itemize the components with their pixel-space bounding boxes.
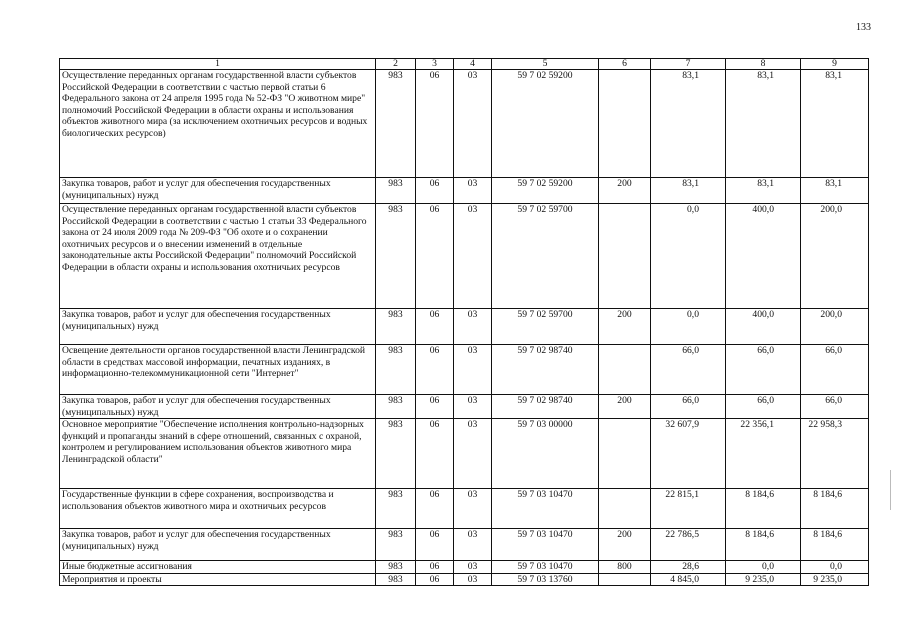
cell-amount: 0,0 — [651, 204, 726, 309]
cell-target-article: 59 7 02 59700 — [492, 204, 599, 309]
row-name: Закупка товаров, работ и услуг для обеспечения государственных (муниципальных) нужд — [60, 395, 376, 419]
row-name: Иные бюджетные ассигнования — [60, 561, 376, 574]
column-header: 1 — [60, 59, 376, 70]
cell-expense-type: 200 — [599, 178, 651, 204]
cell-expense-type: 200 — [599, 529, 651, 561]
cell-section: 06 — [416, 309, 454, 345]
column-number-row — [60, 59, 869, 70]
cell-amount: 83,1 — [651, 178, 726, 204]
cell-amount: 22 356,1 — [726, 419, 801, 489]
cell-amount: 66,0 — [726, 395, 801, 419]
column-header: 9 — [801, 59, 869, 70]
table-row — [60, 178, 869, 204]
row-name: Осуществление переданных органам государственной власти субъектов Российской Федерации в соответствии с частью 1 статьи 33 Федерального закона от 24 июля 2009 года № 209-ФЗ "Об охоте и о сохранении охотничьих ресурсов и о внесении изменений в отдельные законодательные акты Российской Федерации" полномочий Российской Федерации в области охраны и использования охотничьих ресурсов — [60, 204, 376, 309]
cell-code: 983 — [376, 204, 416, 309]
cell-subsection: 03 — [454, 419, 492, 489]
cell-section: 06 — [416, 345, 454, 395]
cell-subsection: 03 — [454, 204, 492, 309]
page-number: 133 — [856, 22, 871, 33]
table-row — [60, 309, 869, 345]
cell-amount: 66,0 — [801, 395, 869, 419]
cell-subsection: 03 — [454, 489, 492, 529]
cell-amount: 400,0 — [726, 309, 801, 345]
row-name: Осуществление переданных органам государственной власти субъектов Российской Федерации в соответствии с частью первой статьи 6 Федерального закона от 24 апреля 1995 года № 52-ФЗ "О животном мире" полномочий Российской Федерации в области охраны и использования объектов животного мира (за исключением охотничьих ресурсов и водных биологических ресурсов) — [60, 70, 376, 178]
table-row — [60, 345, 869, 395]
cell-target-article: 59 7 03 10470 — [492, 529, 599, 561]
cell-target-article: 59 7 02 98740 — [492, 345, 599, 395]
cell-amount: 22 958,3 — [801, 419, 869, 489]
cell-expense-type — [599, 345, 651, 395]
table-row — [60, 419, 869, 489]
budget-table — [59, 58, 869, 586]
row-name: Закупка товаров, работ и услуг для обеспечения государственных (муниципальных) нужд — [60, 178, 376, 204]
cell-expense-type — [599, 489, 651, 529]
cell-subsection: 03 — [454, 573, 492, 586]
cell-amount: 0,0 — [651, 309, 726, 345]
cell-target-article: 59 7 02 59200 — [492, 70, 599, 178]
table-row — [60, 70, 869, 178]
cell-section: 06 — [416, 529, 454, 561]
cell-amount: 66,0 — [726, 345, 801, 395]
row-name: Государственные функции в сфере сохранения, воспроизводства и использования объектов животного мира и охотничьих ресурсов — [60, 489, 376, 529]
cell-subsection: 03 — [454, 178, 492, 204]
cell-amount: 200,0 — [801, 204, 869, 309]
cell-amount: 28,6 — [651, 561, 726, 574]
cell-amount: 8 184,6 — [726, 489, 801, 529]
cell-amount: 32 607,9 — [651, 419, 726, 489]
cell-code: 983 — [376, 345, 416, 395]
cell-amount: 66,0 — [801, 345, 869, 395]
cell-amount: 8 184,6 — [801, 489, 869, 529]
cell-amount: 66,0 — [651, 395, 726, 419]
cell-amount: 83,1 — [726, 70, 801, 178]
cell-amount: 8 184,6 — [726, 529, 801, 561]
cell-target-article: 59 7 03 00000 — [492, 419, 599, 489]
cell-amount: 200,0 — [801, 309, 869, 345]
cell-code: 983 — [376, 529, 416, 561]
cell-amount: 0,0 — [801, 561, 869, 574]
cell-section: 06 — [416, 178, 454, 204]
cell-section: 06 — [416, 489, 454, 529]
column-header: 2 — [376, 59, 416, 70]
row-name: Закупка товаров, работ и услуг для обеспечения государственных (муниципальных) нужд — [60, 529, 376, 561]
cell-code: 983 — [376, 419, 416, 489]
cell-expense-type: 800 — [599, 561, 651, 574]
cell-section: 06 — [416, 395, 454, 419]
cell-expense-type: 200 — [599, 309, 651, 345]
cell-subsection: 03 — [454, 345, 492, 395]
column-header: 6 — [599, 59, 651, 70]
cell-code: 983 — [376, 561, 416, 574]
row-name: Освещение деятельности органов государственной власти Ленинградской области в средствах массовой информации, печатных изданиях, в информационно-телекоммуникационной сети "Интернет" — [60, 345, 376, 395]
table-row — [60, 395, 869, 419]
cell-code: 983 — [376, 178, 416, 204]
cell-amount: 83,1 — [801, 178, 869, 204]
cell-subsection: 03 — [454, 529, 492, 561]
cell-expense-type: 200 — [599, 395, 651, 419]
cell-amount: 83,1 — [726, 178, 801, 204]
cell-target-article: 59 7 02 59200 — [492, 178, 599, 204]
cell-target-article: 59 7 03 10470 — [492, 489, 599, 529]
column-header: 3 — [416, 59, 454, 70]
cell-amount: 400,0 — [726, 204, 801, 309]
scan-artifact — [890, 470, 891, 510]
table-row — [60, 204, 869, 309]
cell-expense-type — [599, 419, 651, 489]
cell-amount: 8 184,6 — [801, 529, 869, 561]
cell-section: 06 — [416, 573, 454, 586]
cell-target-article: 59 7 02 59700 — [492, 309, 599, 345]
cell-section: 06 — [416, 70, 454, 178]
cell-section: 06 — [416, 419, 454, 489]
cell-amount: 9 235,0 — [726, 573, 801, 586]
cell-expense-type — [599, 70, 651, 178]
cell-code: 983 — [376, 309, 416, 345]
cell-code: 983 — [376, 489, 416, 529]
cell-amount: 83,1 — [801, 70, 869, 178]
column-header: 7 — [651, 59, 726, 70]
cell-amount: 83,1 — [651, 70, 726, 178]
cell-expense-type — [599, 573, 651, 586]
cell-amount: 22 786,5 — [651, 529, 726, 561]
cell-amount: 0,0 — [726, 561, 801, 574]
table-row — [60, 489, 869, 529]
cell-subsection: 03 — [454, 395, 492, 419]
cell-subsection: 03 — [454, 70, 492, 178]
column-header: 8 — [726, 59, 801, 70]
cell-amount: 9 235,0 — [801, 573, 869, 586]
cell-amount: 4 845,0 — [651, 573, 726, 586]
row-name: Мероприятия и проекты — [60, 573, 376, 586]
column-header: 4 — [454, 59, 492, 70]
row-name: Закупка товаров, работ и услуг для обеспечения государственных (муниципальных) нужд — [60, 309, 376, 345]
cell-subsection: 03 — [454, 309, 492, 345]
row-name: Основное мероприятие "Обеспечение исполнения контрольно-надзорных функций и пропаганды знаний в сфере отношений, связанных с охраной, контролем и регулированием использования объектов животного мира Ленинградской области" — [60, 419, 376, 489]
cell-section: 06 — [416, 561, 454, 574]
cell-amount: 66,0 — [651, 345, 726, 395]
cell-target-article: 59 7 02 98740 — [492, 395, 599, 419]
cell-target-article: 59 7 03 10470 — [492, 561, 599, 574]
cell-target-article: 59 7 03 13760 — [492, 573, 599, 586]
cell-amount: 22 815,1 — [651, 489, 726, 529]
table-row — [60, 529, 869, 561]
cell-expense-type — [599, 204, 651, 309]
table-row — [60, 573, 869, 586]
cell-code: 983 — [376, 395, 416, 419]
cell-code: 983 — [376, 573, 416, 586]
table-row — [60, 561, 869, 574]
cell-section: 06 — [416, 204, 454, 309]
column-header: 5 — [492, 59, 599, 70]
cell-subsection: 03 — [454, 561, 492, 574]
cell-code: 983 — [376, 70, 416, 178]
